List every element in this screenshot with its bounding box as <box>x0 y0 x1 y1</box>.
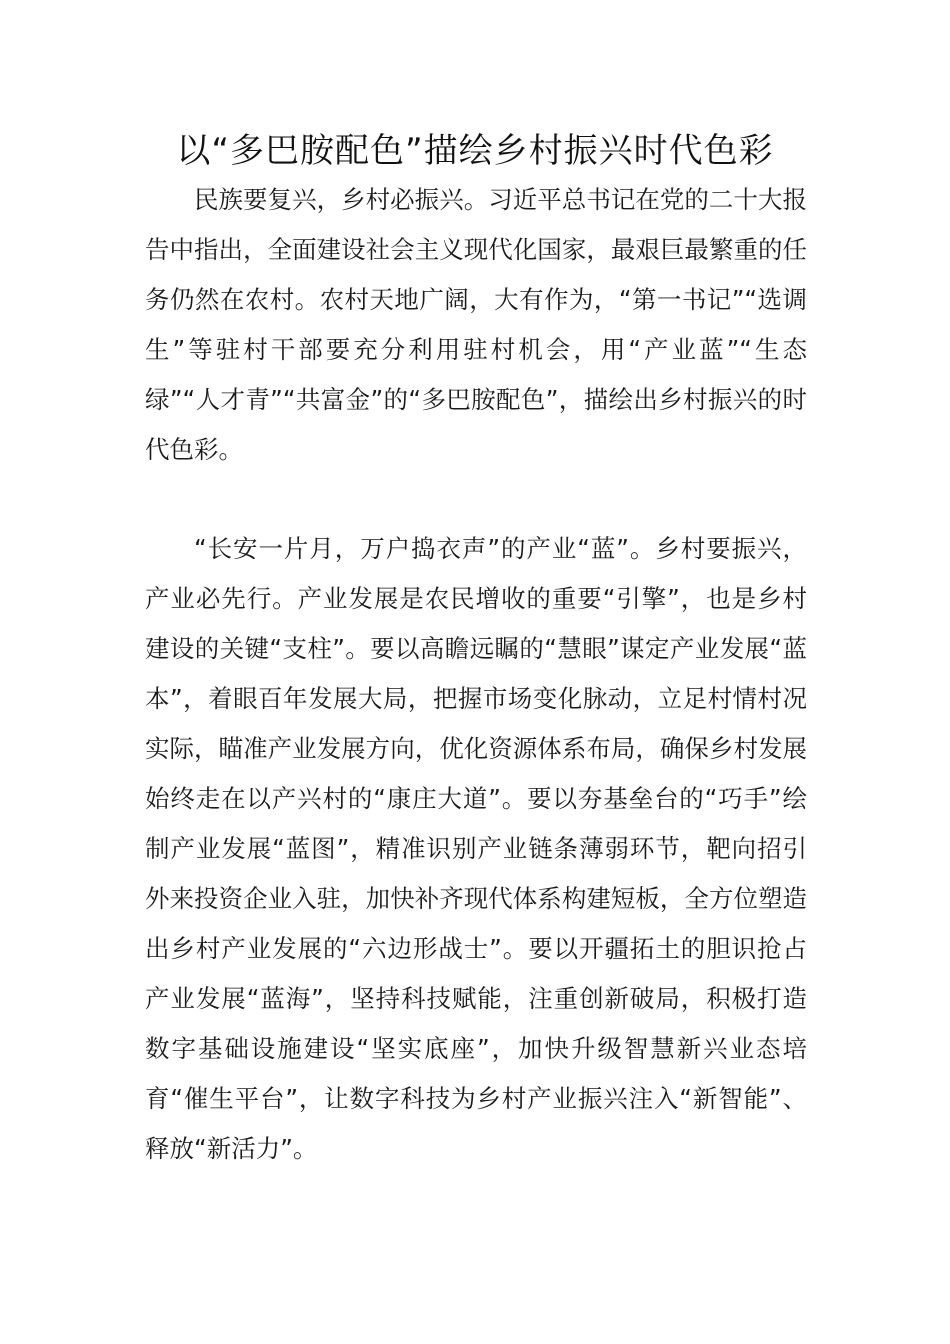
paragraph-intro: 民族要复兴，乡村必振兴。习近平总书记在党的二十大报告中指出，全面建设社会主义现代化国家，最艰巨最繁重的任务仍然在农村。农村天地广阔，大有作为，“第一书记”“选调生”等驻村干部要充分利用驻村机会，用“产业蓝”“生态绿”“人才青”“共富金”的“多巴胺配色”，描绘出乡村振兴的时代色彩。 <box>145 185 807 464</box>
document-title: 以“多巴胺配色”描绘乡村振兴时代色彩 <box>176 131 774 171</box>
paragraph-industry-blue: “长安一片月，万户捣衣声”的产业“蓝”。乡村要振兴，产业必先行。产业发展是农民增收的重要“引擎”，也是乡村建设的关键“支柱”。要以高瞻远瞩的“慧眼”谋定产业发展“蓝本”，着眼百年发展大局，把握市场变化脉动，立足村情村况实际，瞄准产业发展方向，优化资源体系布局，确保乡村发展始终走在以产兴村的“康庄大道”。要以夯基垒台的“巧手”绘制产业发展“蓝图”，精准识别产业链条薄弱环节，靶向招引外来投资企业入驻，加快补齐现代体系构建短板，全方位塑造出乡村产业发展的“六边形战士”。要以开疆拓土的胆识抢占产业发展“蓝海”，坚持科技赋能，注重创新破局，积极打造数字基础设施建设“坚实底座”，加快升级智慧新兴业态培育“催生平台”，让数字科技为乡村产业振兴注入“新智能”、释放“新活力”。 <box>145 534 807 1163</box>
